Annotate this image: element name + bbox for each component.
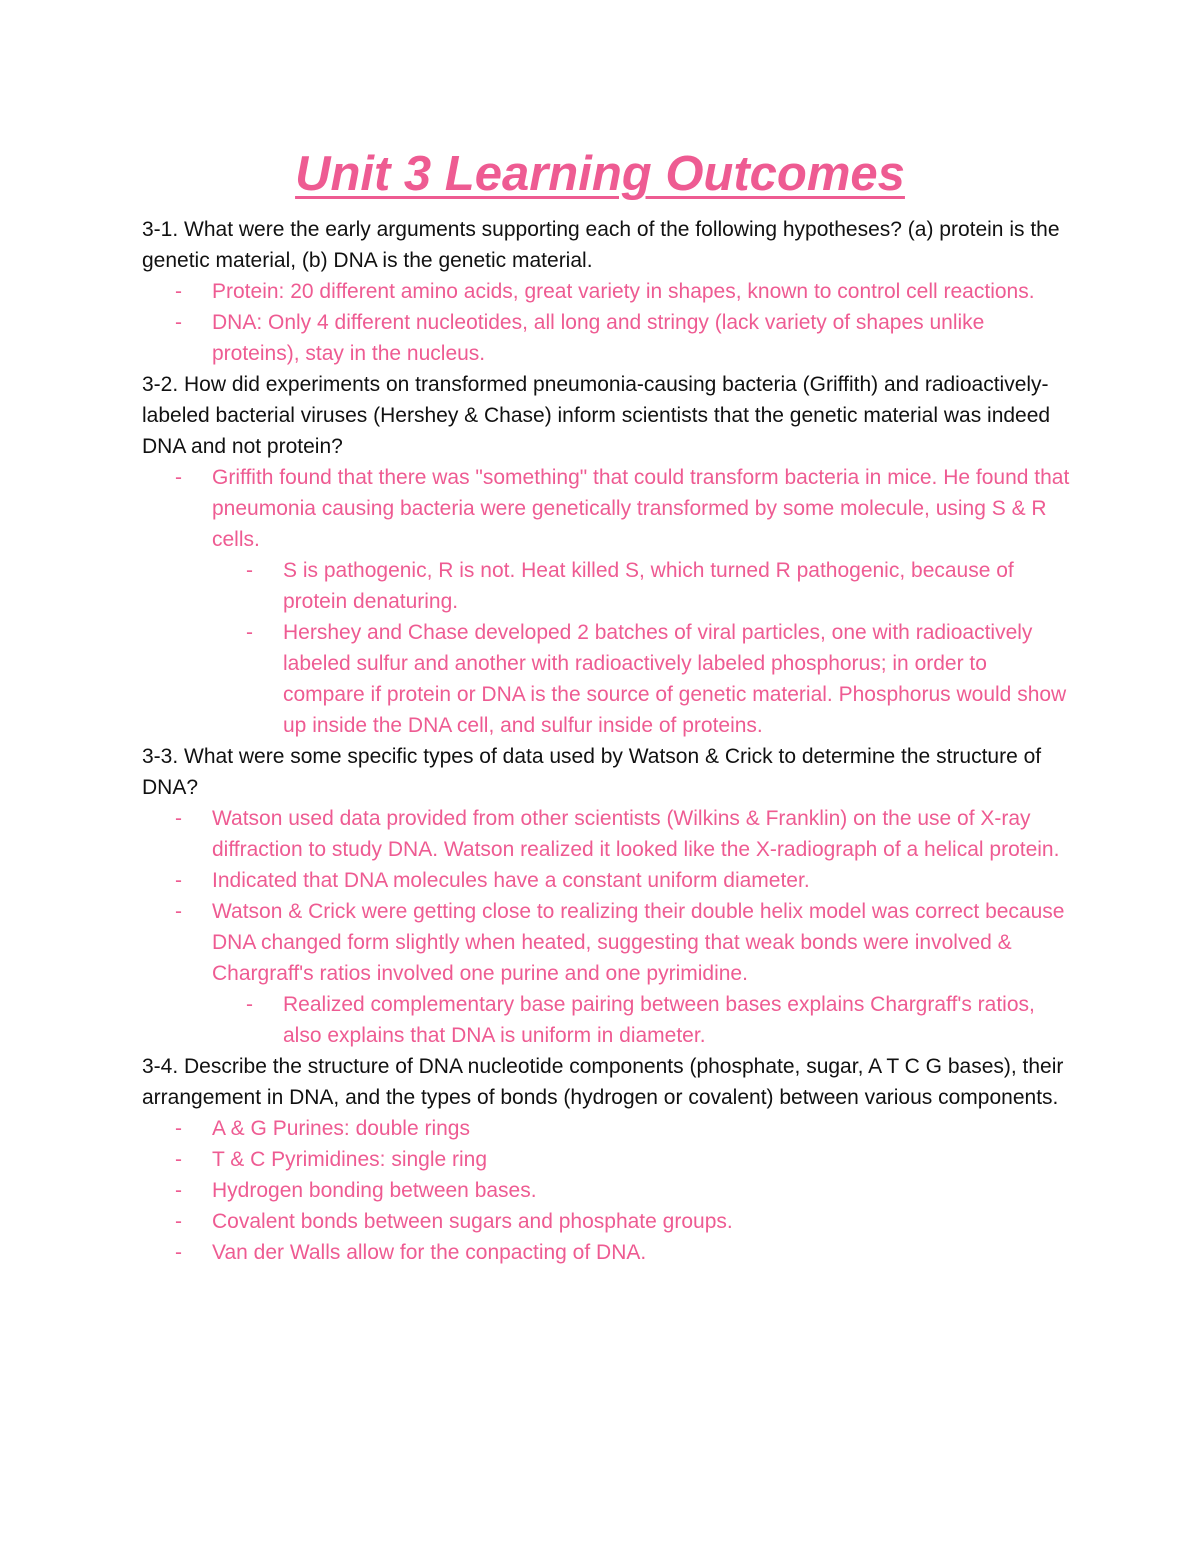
bullet-dash: - — [175, 1210, 182, 1233]
answer-text: Indicated that DNA molecules have a constant uniform diameter. — [212, 869, 810, 892]
outcomes-list — [142, 214, 1072, 1268]
answer-item — [142, 307, 1072, 369]
section-3-3 — [142, 741, 1072, 1051]
bullet-dash: - — [246, 621, 253, 644]
bullet-dash: - — [175, 869, 182, 892]
question-text: 3-2. How did experiments on transformed pneumonia-causing bacteria (Griffith) and radioactively-labeled bacterial viruses (Hershey & Chase) inform scientists that the genetic material was indeed DNA and not protein? — [142, 373, 1051, 458]
answer-item — [142, 865, 1072, 896]
section-3-4 — [142, 1051, 1072, 1268]
answer-item — [142, 1206, 1072, 1237]
answer-text: Griffith found that there was "something" that could transform bacteria in mice. He found that pneumonia causing bacteria were genetically transformed by some molecule, using S & R cells. — [212, 466, 1070, 551]
bullet-dash: - — [175, 1148, 182, 1171]
answer-text: Watson used data provided from other scientists (Wilkins & Franklin) on the use of X-ray diffraction to study DNA. Watson realized it looked like the X-radiograph of a helical protein. — [212, 807, 1060, 861]
answer-item — [142, 1144, 1072, 1175]
answer-item — [142, 1175, 1072, 1206]
bullet-dash: - — [175, 1179, 182, 1202]
question-text: 3-4. Describe the structure of DNA nucleotide components (phosphate, sugar, A T C G bases), their arrangement in DNA, and the types of bonds (hydrogen or covalent) between various components. — [142, 1055, 1064, 1109]
bullet-dash: - — [175, 280, 182, 303]
answer-item — [142, 896, 1072, 989]
section-3-2 — [142, 369, 1072, 741]
bullet-dash: - — [246, 559, 253, 582]
answer-item — [142, 462, 1072, 555]
answer-text: A & G Purines: double rings — [212, 1117, 470, 1140]
bullet-dash: - — [175, 807, 182, 830]
bullet-dash: - — [175, 311, 182, 334]
answer-text: Watson & Crick were getting close to realizing their double helix model was correct because DNA changed form slightly when heated, suggesting that weak bonds were involved & Chargraff's ratios involved one purine and one pyrimidine. — [212, 900, 1065, 985]
answer-text: Realized complementary base pairing between bases explains Chargraff's ratios, also explains that DNA is uniform in diameter. — [283, 993, 1035, 1047]
bullet-dash: - — [175, 1117, 182, 1140]
bullet-dash: - — [175, 900, 182, 923]
answer-subitem — [142, 989, 1072, 1051]
answer-text: S is pathogenic, R is not. Heat killed S, which turned R pathogenic, because of protein denaturing. — [283, 559, 1014, 613]
bullet-dash: - — [175, 466, 182, 489]
answer-text: Protein: 20 different amino acids, great variety in shapes, known to control cell reactions. — [212, 280, 1035, 303]
bullet-dash: - — [246, 993, 253, 1016]
answer-text: T & C Pyrimidines: single ring — [212, 1148, 488, 1171]
answer-text: Van der Walls allow for the conpacting of DNA. — [212, 1241, 647, 1264]
question-text: 3-3. What were some specific types of data used by Watson & Crick to determine the structure of DNA? — [142, 745, 1042, 799]
answer-subitem — [142, 555, 1072, 617]
answer-item — [142, 276, 1072, 307]
answer-subitem — [142, 617, 1072, 741]
section-3-1 — [142, 214, 1072, 369]
question-text: 3-1. What were the early arguments supporting each of the following hypotheses? (a) protein is the genetic material, (b) DNA is the genetic material. — [142, 218, 1060, 272]
answer-text: DNA: Only 4 different nucleotides, all long and stringy (lack variety of shapes unlike proteins), stay in the nucleus. — [212, 311, 985, 365]
answer-item — [142, 1113, 1072, 1144]
answer-text: Hershey and Chase developed 2 batches of viral particles, one with radioactively labeled sulfur and another with radioactively labeled phosphorus; in order to compare if protein or DNA is the source of genetic material. Phosphorus would show up inside the DNA cell, and sulfur inside of proteins. — [283, 621, 1067, 737]
answer-text: Hydrogen bonding between bases. — [212, 1179, 537, 1202]
page-title: Unit 3 Learning Outcomes — [295, 147, 905, 201]
answer-item — [142, 803, 1072, 865]
answer-item — [142, 1237, 1072, 1268]
bullet-dash: - — [175, 1241, 182, 1264]
answer-text: Covalent bonds between sugars and phosphate groups. — [212, 1210, 733, 1233]
